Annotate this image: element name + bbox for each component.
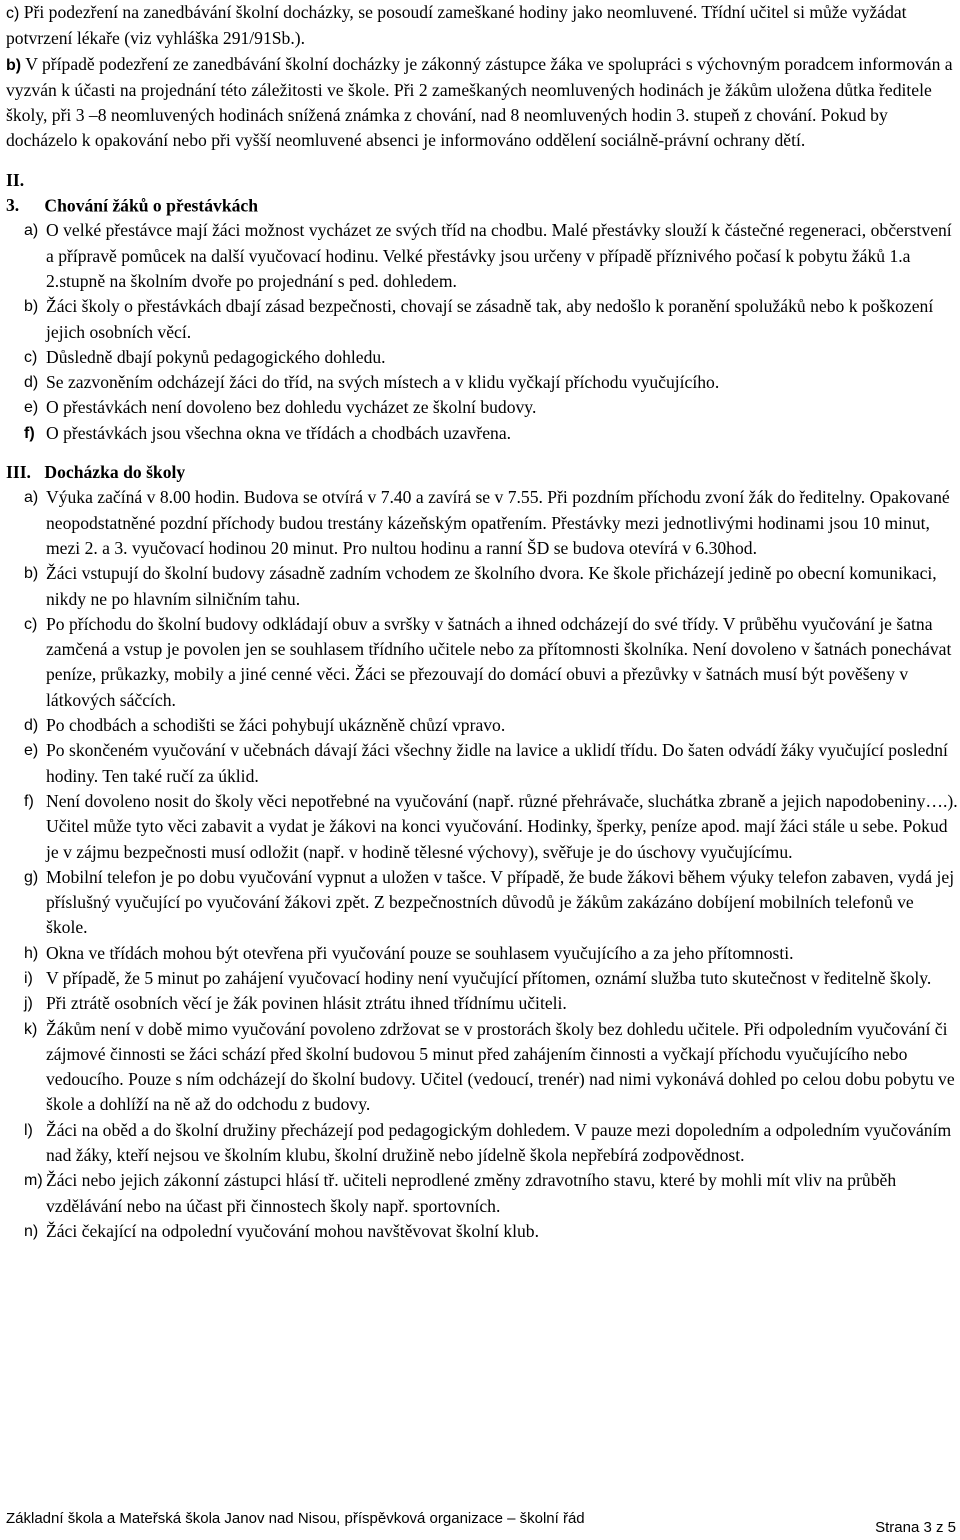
list-item-text: Se zazvoněním odcházejí žáci do tříd, na svých místech a v klidu vyčkají příchodu vyučujícího. xyxy=(46,372,720,393)
list-item-text: Žáci čekající na odpolední vyučování mohou navštěvovat školní klub. xyxy=(46,1220,539,1241)
list-item xyxy=(6,941,958,966)
list-item-text: Žáci školy o přestávkách dbají zásad bezpečnosti, chovají se zásadně tak, aby nedošlo k poranění spolužáků nebo k poškození jejich osobních věcí. xyxy=(46,296,934,342)
list-item-label: l) xyxy=(24,1121,33,1139)
list-item-label: f) xyxy=(24,424,35,442)
list-item-label: m) xyxy=(24,1172,43,1190)
list-item-label: k) xyxy=(24,1020,38,1038)
list-item-label: d) xyxy=(24,374,39,392)
list-item xyxy=(6,370,958,395)
document-page xyxy=(6,0,958,1244)
list-item-text: O velké přestávce mají žáci možnost vycházet ze svých tříd na chodbu. Malé přestávky slouží k částečné regeneraci, občerstvení a přípravě pomůcek na další vyučovací hodinu. Velké přestávky jsou určeny v případě příznivého počasí k pobytu žáků 1.a 2.stupně na školním dvoře po projednání s ped. dohledem. xyxy=(46,220,952,291)
list-item-text: Důsledně dbají pokynů pedagogického dohledu. xyxy=(46,346,386,367)
list-item xyxy=(6,713,958,738)
list-item xyxy=(6,294,958,345)
list-item xyxy=(6,1017,958,1118)
list-item-label: b) xyxy=(24,565,39,583)
list-item-label: n) xyxy=(24,1222,39,1240)
list-item xyxy=(6,612,958,713)
list-item-text: Žáci na oběd a do školní družiny přecházejí pod pedagogickým dohledem. V pauze mezi dopoledním a odpoledním vyučováním nad žáky, kteří nejsou ve školním klubu, školní družině nebo jídelně škola nepřebírá zodpovědnost. xyxy=(46,1119,952,1166)
list-item-text: V případě, že 5 minut po zahájení vyučovací hodiny není vyučující přítomen, oznámí služba tuto skutečnost v ředitelně školy. xyxy=(46,967,932,988)
list-item-label: b) xyxy=(24,298,39,316)
intro-c-text: Při podezření na zanedbávání školní docházky, se posoudí zameškané hodiny jako neomluvené. Třídní učitel si může vyžádat potvrzení lékaře (viz vyhláška 291/91Sb.). xyxy=(6,2,907,49)
list-item-label: c) xyxy=(24,348,38,366)
intro-b-text: V případě podezření ze zanedbávání školní docházky je zákonný zástupce žáka ve spolupráci s výchovným poradcem informován a vyzván k účasti na projednání této záležitosti ve škole. Při 2 zameškaných neomluvených hodinách je žákům uložena důtka ředitele školy, při 3 –8 neomluvených hodinách snížená známka z chování, nad 8 neomluvených hodin 3. stupeň z chování. Pokud by docházelo k opakování nebo při vyšší neomluvené absenci je informováno oddělení sociálně-právní ochrany dětí. xyxy=(6,53,953,151)
footer-school-name: Základní škola a Mateřská škola Janov nad Nisou, příspěvková organizace – školní řád xyxy=(6,1510,585,1527)
list-item-text: O přestávkách není dovoleno bez dohledu vycházet ze školní budovy. xyxy=(46,397,537,418)
list-item-label: e) xyxy=(24,399,39,417)
section-number: III. xyxy=(6,462,31,483)
list-item-label: g) xyxy=(24,868,39,886)
list-item-label: i) xyxy=(24,969,33,987)
intro-paragraph-b xyxy=(6,52,958,154)
intro-paragraph-c xyxy=(6,0,958,52)
list-item-label: h) xyxy=(24,944,39,962)
list-item-text: Výuka začíná v 8.00 hodin. Budova se otvírá v 7.40 a zavírá se v 7.55. Při pozdním příchodu zvoní žák do ředitelny. Opakované neopodstatněné pozdní příchody budou trestány kázeňským opatřením. Přestávky mezi jednotlivými hodinami jsou 10 minut, mezi 2. a 3. vyučovací hodinou 20 minut. Pro nultou hodinu a ranní ŠD se budova otevírá v 6.30hod. xyxy=(46,487,950,558)
section-number: II. 3. xyxy=(6,169,25,216)
list-item xyxy=(6,738,958,789)
list-item-text: Při ztrátě osobních věcí je žák povinen hlásit ztrátu ihned třídnímu učiteli. xyxy=(46,993,567,1014)
list-item xyxy=(6,789,958,865)
list-item-text: Žáci nebo jejich zákonní zástupci hlásí tř. učiteli neprodlené změny zdravotního stavu, které by mohli mít vliv na průběh vzdělávání nebo na účast při činnostech školy např. sportovních. xyxy=(46,1170,897,1216)
list-item-label: a) xyxy=(24,222,39,240)
list-item-label: d) xyxy=(24,717,39,735)
list-item-label: a) xyxy=(24,489,39,507)
list-item xyxy=(6,395,958,420)
footer-page-number: Strana 3 z 5 xyxy=(875,1519,956,1536)
list-item-text: Po příchodu do školní budovy odkládají obuv a svršky v šatnách a ihned odcházejí do své třídy. V průběhu vyučování je šatna zamčená a vstup je povolen jen se souhlasem třídního učitele nebo za přítomnosti školníka. Není dovoleno v šatnách ponechávat peníze, průkazky, mobily a jiné cenné věci. Žáci se přezouvají do domácí obuvi a přezůvky v šatnách musí být pověšeny v látkových sáčcích. xyxy=(46,613,952,710)
list-item-text: Žákům není v době mimo vyučování povoleno zdržovat se v prostorách školy bez dohledu učitele. Při odpoledním vyučování či zájmové činnosti se žáci schází před školní budovou 5 minut před zahájením činnosti a vyčkají příchodu vyučujícího nebo vedoucího. Pouze s ním odcházejí do školní budovy. Učitel (vedoucí, trenér) nad nimi vykonává dohled po celou dobu pobytu ve škole a dohlíží na ně až do odchodu z budovy. xyxy=(46,1018,955,1115)
page-footer xyxy=(6,1506,958,1536)
list-item-text: Není dovoleno nosit do školy věci nepotřebné na vyučování (např. různé přehrávače, sluchátka zbraně a jejich napodobeniny….). Učitel může tyto věci zabavit a vydat je žákovi na konci vyučování. Hodinky, šperky, peníze apod. mají žáci stále u sebe. Pokud je v zájmu bezpečnosti musí odložit (např. v hodině tělesné výchovy), svěřuje je do úschovy vyučujícímu. xyxy=(46,790,958,862)
list-item-text: Žáci vstupují do školní budovy zásadně zadním vchodem ze školního dvora. Ke škole přicházejí jedině po obecní komunikaci, nikdy ne po hlavním silničním tahu. xyxy=(46,563,937,609)
section-heading-3 xyxy=(6,460,958,485)
list-item xyxy=(6,1118,958,1169)
list-item xyxy=(6,218,958,294)
list-item xyxy=(6,1219,958,1244)
section-heading-2-3 xyxy=(6,168,958,219)
list-item xyxy=(6,865,958,941)
list-item-label: e) xyxy=(24,742,39,760)
list-item xyxy=(6,966,958,991)
list-item-label: j) xyxy=(24,995,33,1013)
list-item-text: Po skončeném vyučování v učebnách dávají žáci všechny židle na lavice a uklidí třídu. Do šaten odvádí žáky vyučující poslední hodiny. Ten také ručí za úklid. xyxy=(46,740,948,786)
section-title: Chování žáků o přestávkách xyxy=(44,195,259,216)
section-2-3-list xyxy=(6,218,958,446)
list-item-label: f) xyxy=(24,792,34,810)
list-item xyxy=(6,345,958,370)
list-item-label: c) xyxy=(24,615,38,633)
list-item-text: Okna ve třídách mohou být otevřena při vyučování pouze se souhlasem vyučujícího a za jeho přítomnosti. xyxy=(46,942,794,963)
list-item xyxy=(6,991,958,1016)
list-item xyxy=(6,561,958,612)
list-item xyxy=(6,421,958,446)
list-item-text: O přestávkách jsou všechna okna ve třídách a chodbách uzavřena. xyxy=(46,422,512,443)
list-item-text: Po chodbách a schodišti se žáci pohybují ukázněně chůzí vpravo. xyxy=(46,715,506,736)
list-item-text: Mobilní telefon je po dobu vyučování vypnut a uložen v tašce. V případě, že bude žákovi během výuky telefon zabaven, vydá jej příslušný vyučující po vyučování žákovi zpět. Z bezpečnostních důvodů je žákům zakázáno dobíjení mobilních telefonů ve škole. xyxy=(46,866,955,938)
intro-c-label: c) xyxy=(6,5,20,22)
section-3-list xyxy=(6,485,958,1244)
list-item xyxy=(6,485,958,561)
section-title: Docházka do školy xyxy=(44,462,186,483)
list-item xyxy=(6,1168,958,1219)
intro-b-label: b) xyxy=(6,56,22,74)
